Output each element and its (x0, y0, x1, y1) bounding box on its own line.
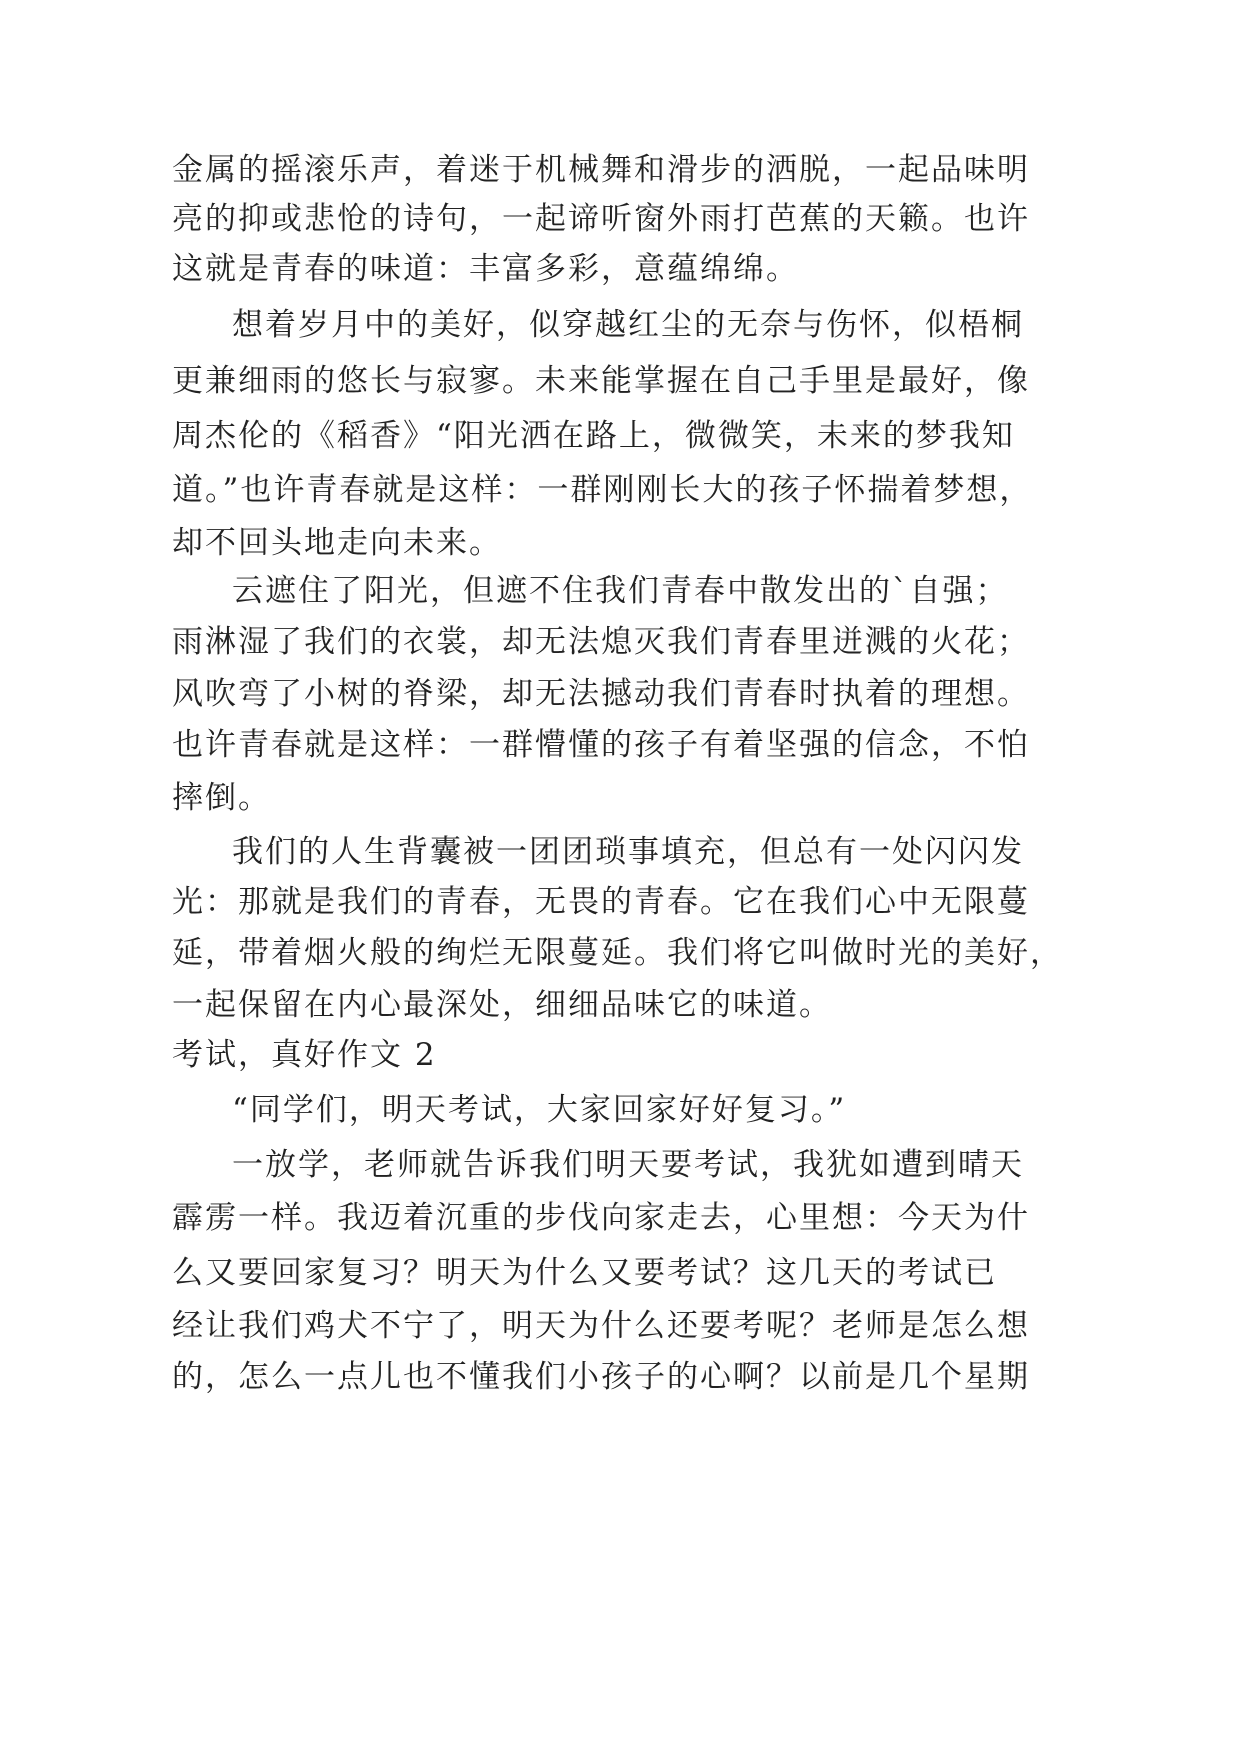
text-line: 金属的摇滚乐声，着迷于机械舞和滑步的洒脱，一起品味明 (172, 152, 1030, 188)
text-line: 想着岁月中的美好，似穿越红尘的无奈与伤怀，似梧桐 (232, 307, 1024, 343)
text-line: 经让我们鸡犬不宁了，明天为什么还要考呢？老师是怎么想 (172, 1308, 1030, 1344)
text-line: 的，怎么一点儿也不懂我们小孩子的心啊？以前是几个星期 (172, 1359, 1030, 1395)
text-line: 一起保留在内心最深处，细细品味它的味道。 (172, 987, 832, 1023)
text-line: 霹雳一样。我迈着沉重的步伐向家走去，心里想：今天为什 (172, 1200, 1030, 1236)
text-line: 风吹弯了小树的脊梁，却无法撼动我们青春时执着的理想。 (172, 676, 1030, 712)
text-line: “同学们，明天考试，大家回家好好复习。” (232, 1092, 847, 1128)
text-line: 亮的抑或悲怆的诗句，一起谛听窗外雨打芭蕉的天籁。也许 (172, 201, 1030, 237)
text-line: 也许青春就是这样：一群懵懂的孩子有着坚强的信念，不怕 (172, 727, 1030, 763)
text-line: 延，带着烟火般的绚烂无限蔓延。我们将它叫做时光的美好， (172, 935, 1063, 971)
text-line: 么又要回家复习？明天为什么又要考试？这几天的考试已 (172, 1255, 997, 1291)
text-line: 这就是青春的味道：丰富多彩，意蕴绵绵。 (172, 251, 799, 287)
text-line: 摔倒。 (172, 780, 271, 816)
text-line: 周杰伦的《稻香》“阳光洒在路上，微微笑，未来的梦我知 (172, 418, 1015, 454)
text-line: 云遮住了阳光，但遮不住我们青春中散发出的`自强； (232, 573, 1009, 609)
text-line: 我们的人生背囊被一团团琐事填充，但总有一处闪闪发 (232, 834, 1024, 870)
text-line: 光：那就是我们的青春，无畏的青春。它在我们心中无限蔓 (172, 884, 1030, 920)
text-line: 道。”也许青春就是这样：一群刚刚长大的孩子怀揣着梦想， (172, 472, 1033, 508)
text-line: 更兼细雨的悠长与寂寥。未来能掌握在自己手里是最好，像 (172, 363, 1030, 399)
text-line: 一放学，老师就告诉我们明天要考试，我犹如遭到晴天 (232, 1147, 1024, 1183)
section-heading: 考试，真好作文 2 (172, 1037, 437, 1073)
text-line: 却不回头地走向未来。 (172, 525, 502, 561)
text-line: 雨淋湿了我们的衣裳，却无法熄灭我们青春里迸溅的火花； (172, 624, 1030, 660)
